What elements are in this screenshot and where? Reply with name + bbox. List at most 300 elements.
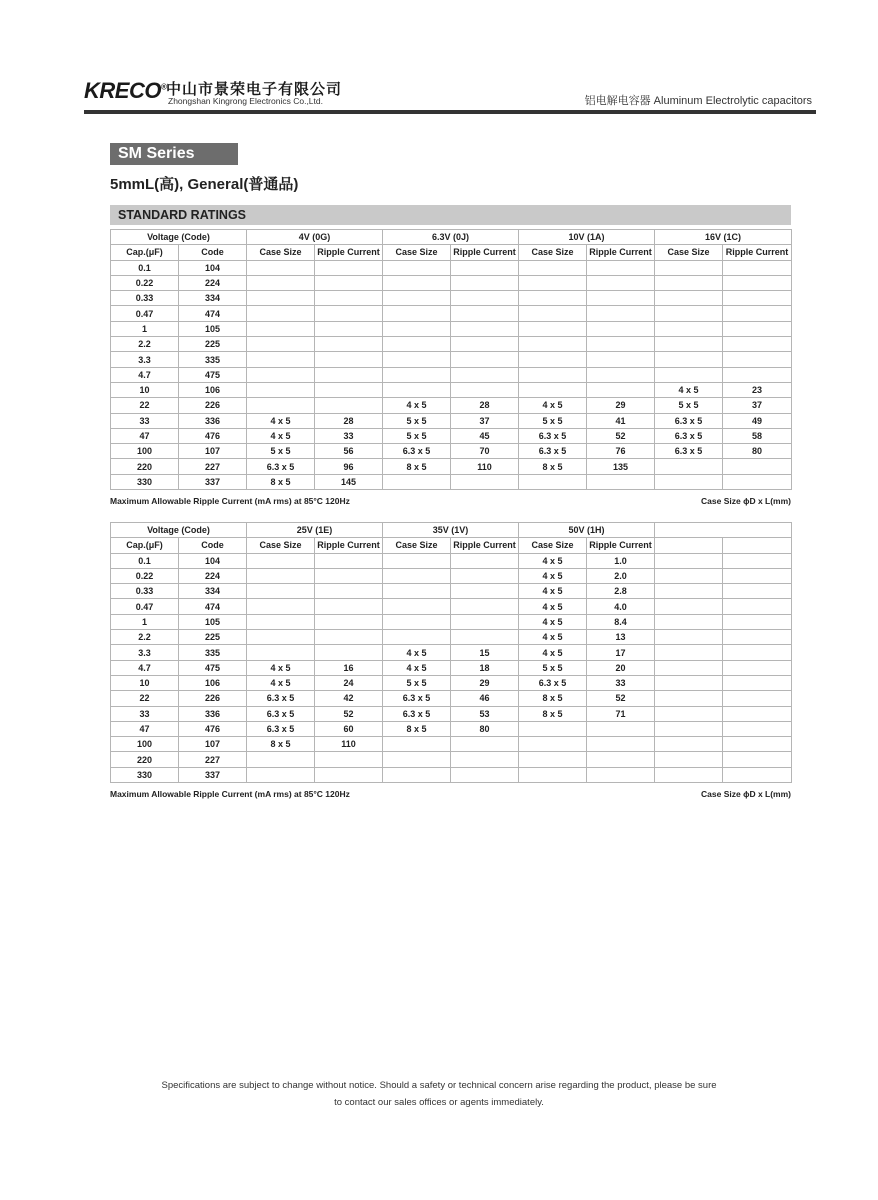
ripple-current-cell: 1.0 [587,553,655,568]
case-size-cell: 5 x 5 [383,413,451,428]
table-row [111,444,792,459]
case-size-cell [247,645,315,660]
code-cell: 474 [179,306,247,321]
ripple-current-cell [587,737,655,752]
capacitance-cell: 100 [111,444,179,459]
ripple-current-cell [587,721,655,736]
case-size-cell: 4 x 5 [383,660,451,675]
code-cell: 337 [179,474,247,489]
table-row [111,459,792,474]
table-row [111,474,792,489]
ripple-current-cell [587,752,655,767]
case-size-cell [247,568,315,583]
ripple-current-cell [315,306,383,321]
capacitance-cell: 100 [111,737,179,752]
column-header: Code [179,245,247,260]
ripple-current-cell: 28 [451,398,519,413]
voltage-code-header: Voltage (Code) [111,523,247,538]
ripple-current-cell [587,767,655,782]
ripple-current-cell [587,291,655,306]
table-row [111,675,792,690]
ripple-current-cell [315,275,383,290]
ripple-current-cell: 76 [587,444,655,459]
case-size-cell [383,737,451,752]
ripple-current-cell [587,260,655,275]
table-row [111,599,792,614]
ripple-current-cell: 33 [315,428,383,443]
ripple-current-cell: 52 [587,691,655,706]
company-name-cn: 中山市景荣电子有限公司 [166,81,343,98]
ripple-current-cell: 8.4 [587,614,655,629]
column-header-row [111,245,792,260]
ripple-current-cell [451,553,519,568]
ripple-current-cell [587,474,655,489]
ripple-current-cell [723,614,792,629]
ripple-current-cell [723,645,792,660]
code-cell: 227 [179,752,247,767]
column-header: Ripple Current [723,245,792,260]
case-size-cell [383,752,451,767]
ripple-current-cell [451,737,519,752]
case-size-cell [655,260,723,275]
ripple-current-cell [315,382,383,397]
column-header: Code [179,538,247,553]
code-cell: 334 [179,584,247,599]
ripple-current-cell [723,767,792,782]
case-size-cell [655,459,723,474]
ripple-current-cell [723,721,792,736]
ripple-current-cell [723,474,792,489]
code-cell: 225 [179,337,247,352]
case-size-cell [247,260,315,275]
case-size-cell [655,706,723,721]
case-size-cell [655,291,723,306]
capacitance-cell: 33 [111,706,179,721]
ripple-current-cell: 60 [315,721,383,736]
capacitance-cell: 47 [111,428,179,443]
ripple-note-1: Maximum Allowable Ripple Current (mA rms) at 85°C 120Hz [110,496,350,506]
ripple-current-cell [587,306,655,321]
case-size-cell [247,291,315,306]
ripple-current-cell: 29 [587,398,655,413]
case-size-cell [655,645,723,660]
ripple-current-cell: 20 [587,660,655,675]
table-row [111,382,792,397]
capacitance-cell: 22 [111,398,179,413]
code-cell: 476 [179,721,247,736]
table-row [111,367,792,382]
case-size-cell [655,675,723,690]
case-size-cell [655,584,723,599]
case-size-cell: 5 x 5 [519,413,587,428]
case-size-cell [655,337,723,352]
column-header: Case Size [383,245,451,260]
ripple-current-cell [723,752,792,767]
ripple-current-cell [451,337,519,352]
ripple-current-cell [315,291,383,306]
case-size-cell: 8 x 5 [519,691,587,706]
ripple-current-cell [315,568,383,583]
case-size-cell: 6.3 x 5 [519,444,587,459]
ripple-current-cell: 18 [451,660,519,675]
case-size-cell [247,630,315,645]
ripple-current-cell: 52 [587,428,655,443]
case-size-cell [383,553,451,568]
case-size-cell [519,260,587,275]
case-size-cell [383,614,451,629]
column-header-row [111,538,792,553]
table-row [111,260,792,275]
column-header: Ripple Current [587,245,655,260]
case-size-cell [383,275,451,290]
code-cell: 335 [179,352,247,367]
case-size-cell: 4 x 5 [247,660,315,675]
column-header: Ripple Current [451,538,519,553]
case-size-cell [655,352,723,367]
code-cell: 337 [179,767,247,782]
case-size-cell: 4 x 5 [519,614,587,629]
column-header: Case Size [655,245,723,260]
code-cell: 225 [179,630,247,645]
ripple-current-cell [587,275,655,290]
capacitance-cell: 0.47 [111,599,179,614]
case-size-cell: 5 x 5 [383,428,451,443]
ripple-current-cell: 29 [451,675,519,690]
case-size-cell [519,721,587,736]
ripple-current-cell: 58 [723,428,792,443]
ripple-current-cell [451,752,519,767]
capacitance-cell: 2.2 [111,337,179,352]
series-subtitle: 5mmL(高), General(普通品) [110,176,299,193]
ripple-current-cell: 2.0 [587,568,655,583]
disclaimer-line-2: to contact our sales offices or agents immediately. [334,1097,544,1108]
voltage-header: 35V (1V) [383,523,519,538]
case-size-cell [383,584,451,599]
table-row [111,614,792,629]
ripple-current-cell [587,367,655,382]
voltage-header: 16V (1C) [655,230,792,245]
ripple-current-cell [723,660,792,675]
capacitance-cell: 1 [111,614,179,629]
case-size-cell [383,306,451,321]
table-row [111,275,792,290]
column-header [655,538,723,553]
ripple-current-cell [451,584,519,599]
column-header [723,538,792,553]
case-size-cell: 6.3 x 5 [383,691,451,706]
code-cell: 105 [179,321,247,336]
voltage-header: 25V (1E) [247,523,383,538]
ratings-table-2 [110,522,792,783]
capacitance-cell: 47 [111,721,179,736]
product-category: 铝电解电容器 Aluminum Electrolytic capacitors [584,95,812,107]
ripple-current-cell [723,599,792,614]
case-size-cell [383,382,451,397]
header-divider [84,110,816,114]
column-header: Case Size [519,538,587,553]
capacitance-cell: 330 [111,474,179,489]
ripple-current-cell [451,630,519,645]
case-size-cell: 4 x 5 [247,413,315,428]
disclaimer-line-1: Specifications are subject to change without notice. Should a safety or technical concern arise regarding the product, please be sure [161,1080,717,1091]
case-size-cell: 8 x 5 [519,459,587,474]
code-cell: 476 [179,428,247,443]
ripple-current-cell: 41 [587,413,655,428]
table-row [111,306,792,321]
case-size-cell [655,474,723,489]
ripple-current-cell [451,291,519,306]
case-size-cell [383,260,451,275]
column-header: Ripple Current [451,245,519,260]
code-cell: 475 [179,367,247,382]
case-size-cell [383,291,451,306]
case-size-cell: 4 x 5 [519,584,587,599]
capacitance-cell: 220 [111,752,179,767]
ripple-current-cell [723,630,792,645]
ripple-current-cell [315,645,383,660]
case-size-cell [247,275,315,290]
ripple-current-cell: 24 [315,675,383,690]
table-row [111,321,792,336]
case-size-cell [383,337,451,352]
ripple-current-cell [451,568,519,583]
table-row [111,721,792,736]
voltage-header: 6.3V (0J) [383,230,519,245]
ripple-current-cell: 42 [315,691,383,706]
ripple-current-cell [315,767,383,782]
ripple-current-cell [587,352,655,367]
ripple-current-cell: 23 [723,382,792,397]
ripple-current-cell: 28 [315,413,383,428]
ripple-current-cell: 110 [451,459,519,474]
case-size-cell [247,398,315,413]
company-logo: KRECO® [84,78,167,103]
case-size-cell [655,767,723,782]
ripple-current-cell [315,321,383,336]
case-size-cell [519,275,587,290]
case-size-cell [247,337,315,352]
case-size-cell: 4 x 5 [519,630,587,645]
case-size-cell: 4 x 5 [519,553,587,568]
ripple-current-cell: 80 [723,444,792,459]
case-size-cell [655,306,723,321]
case-size-cell: 6.3 x 5 [247,706,315,721]
ripple-current-cell [451,614,519,629]
ripple-current-cell [587,382,655,397]
code-cell: 336 [179,706,247,721]
code-cell: 335 [179,645,247,660]
code-cell: 106 [179,675,247,690]
case-size-cell: 8 x 5 [383,459,451,474]
case-size-cell [655,752,723,767]
capacitance-cell: 22 [111,691,179,706]
table-row [111,767,792,782]
ripple-current-cell [451,382,519,397]
case-size-cell [383,568,451,583]
ripple-current-cell: 2.8 [587,584,655,599]
case-size-cell [655,275,723,290]
ripple-current-cell: 53 [451,706,519,721]
case-size-cell [383,630,451,645]
case-size-cell [519,474,587,489]
ripple-current-cell [451,367,519,382]
ripple-current-cell [315,367,383,382]
column-header: Case Size [519,245,587,260]
ripple-current-cell [723,691,792,706]
ripple-current-cell [451,275,519,290]
case-size-cell: 6.3 x 5 [519,675,587,690]
case-size-cell [655,599,723,614]
case-size-cell: 8 x 5 [247,737,315,752]
column-header: Ripple Current [315,245,383,260]
case-size-cell: 4 x 5 [247,428,315,443]
ripple-current-cell: 37 [451,413,519,428]
capacitance-cell: 0.22 [111,275,179,290]
ripple-current-cell [451,352,519,367]
code-cell: 106 [179,382,247,397]
case-size-cell: 8 x 5 [247,474,315,489]
case-size-cell [383,599,451,614]
ripple-current-cell: 71 [587,706,655,721]
ripple-current-cell [723,553,792,568]
case-size-cell [655,737,723,752]
ripple-current-cell: 45 [451,428,519,443]
ripple-current-cell [315,614,383,629]
case-size-cell: 6.3 x 5 [247,459,315,474]
table-row [111,352,792,367]
case-size-cell [247,352,315,367]
capacitance-cell: 0.22 [111,568,179,583]
ripple-current-cell: 15 [451,645,519,660]
code-cell: 336 [179,413,247,428]
case-size-cell [655,321,723,336]
case-size-cell: 6.3 x 5 [383,706,451,721]
ripple-current-cell: 37 [723,398,792,413]
capacitance-cell: 4.7 [111,660,179,675]
voltage-header-row [111,230,792,245]
ripple-current-cell: 96 [315,459,383,474]
case-size-cell: 8 x 5 [519,706,587,721]
table-row [111,428,792,443]
code-cell: 334 [179,291,247,306]
code-cell: 104 [179,553,247,568]
ripple-current-cell [723,306,792,321]
column-header: Case Size [247,245,315,260]
code-cell: 227 [179,459,247,474]
series-title: SM Series [110,143,238,165]
ripple-current-cell: 46 [451,691,519,706]
case-size-cell [519,367,587,382]
capacitance-cell: 3.3 [111,352,179,367]
ripple-current-cell [723,584,792,599]
case-size-cell: 4 x 5 [383,398,451,413]
case-size-cell [247,382,315,397]
ripple-current-cell [315,352,383,367]
column-header: Case Size [383,538,451,553]
case-size-cell [383,767,451,782]
case-size-cell [519,382,587,397]
ripple-current-cell [723,337,792,352]
ripple-current-cell [451,321,519,336]
code-cell: 224 [179,275,247,290]
code-cell: 226 [179,398,247,413]
table-row [111,691,792,706]
capacitance-cell: 0.33 [111,584,179,599]
case-size-cell [247,584,315,599]
capacitance-cell: 220 [111,459,179,474]
ripple-current-cell [587,321,655,336]
case-size-cell [655,553,723,568]
ripple-current-cell [315,260,383,275]
column-header: Cap.(μF) [111,538,179,553]
ripple-current-cell: 135 [587,459,655,474]
ripple-current-cell: 49 [723,413,792,428]
capacitance-cell: 330 [111,767,179,782]
case-size-cell: 6.3 x 5 [655,444,723,459]
case-size-cell: 4 x 5 [519,568,587,583]
code-cell: 104 [179,260,247,275]
ripple-current-cell [723,568,792,583]
case-size-cell [655,568,723,583]
case-size-cell: 6.3 x 5 [655,428,723,443]
case-size-cell: 6.3 x 5 [247,691,315,706]
case-size-cell: 6.3 x 5 [655,413,723,428]
case-size-cell [383,474,451,489]
case-size-cell [247,599,315,614]
ripple-current-cell [315,584,383,599]
ripple-current-cell [723,367,792,382]
ratings-table-1 [110,229,792,490]
capacitance-cell: 1 [111,321,179,336]
case-size-cell [519,352,587,367]
case-size-cell [247,614,315,629]
ripple-current-cell [315,337,383,352]
table-row [111,660,792,675]
ripple-current-cell [723,321,792,336]
case-size-cell: 5 x 5 [247,444,315,459]
voltage-header: 4V (0G) [247,230,383,245]
case-size-cell [247,306,315,321]
case-size-cell [519,752,587,767]
ripple-current-cell: 145 [315,474,383,489]
column-header: Ripple Current [315,538,383,553]
case-size-cell: 5 x 5 [655,398,723,413]
capacitance-cell: 0.1 [111,553,179,568]
case-size-cell [247,367,315,382]
case-size-cell [519,306,587,321]
ripple-current-cell [723,275,792,290]
case-size-note-2: Case Size ϕD x L(mm) [701,789,791,799]
table-row [111,553,792,568]
case-size-cell: 5 x 5 [519,660,587,675]
voltage-header: 10V (1A) [519,230,655,245]
ripple-current-cell: 13 [587,630,655,645]
case-size-cell: 8 x 5 [383,721,451,736]
case-size-cell [519,337,587,352]
voltage-header: 50V (1H) [519,523,655,538]
section-title: STANDARD RATINGS [110,205,791,225]
table-row [111,398,792,413]
ripple-current-cell: 17 [587,645,655,660]
case-size-cell: 4 x 5 [247,675,315,690]
ripple-current-cell: 110 [315,737,383,752]
code-cell: 105 [179,614,247,629]
ripple-current-cell [723,675,792,690]
ripple-current-cell [723,706,792,721]
case-size-cell: 6.3 x 5 [519,428,587,443]
capacitance-cell: 10 [111,382,179,397]
case-size-cell: 4 x 5 [519,398,587,413]
